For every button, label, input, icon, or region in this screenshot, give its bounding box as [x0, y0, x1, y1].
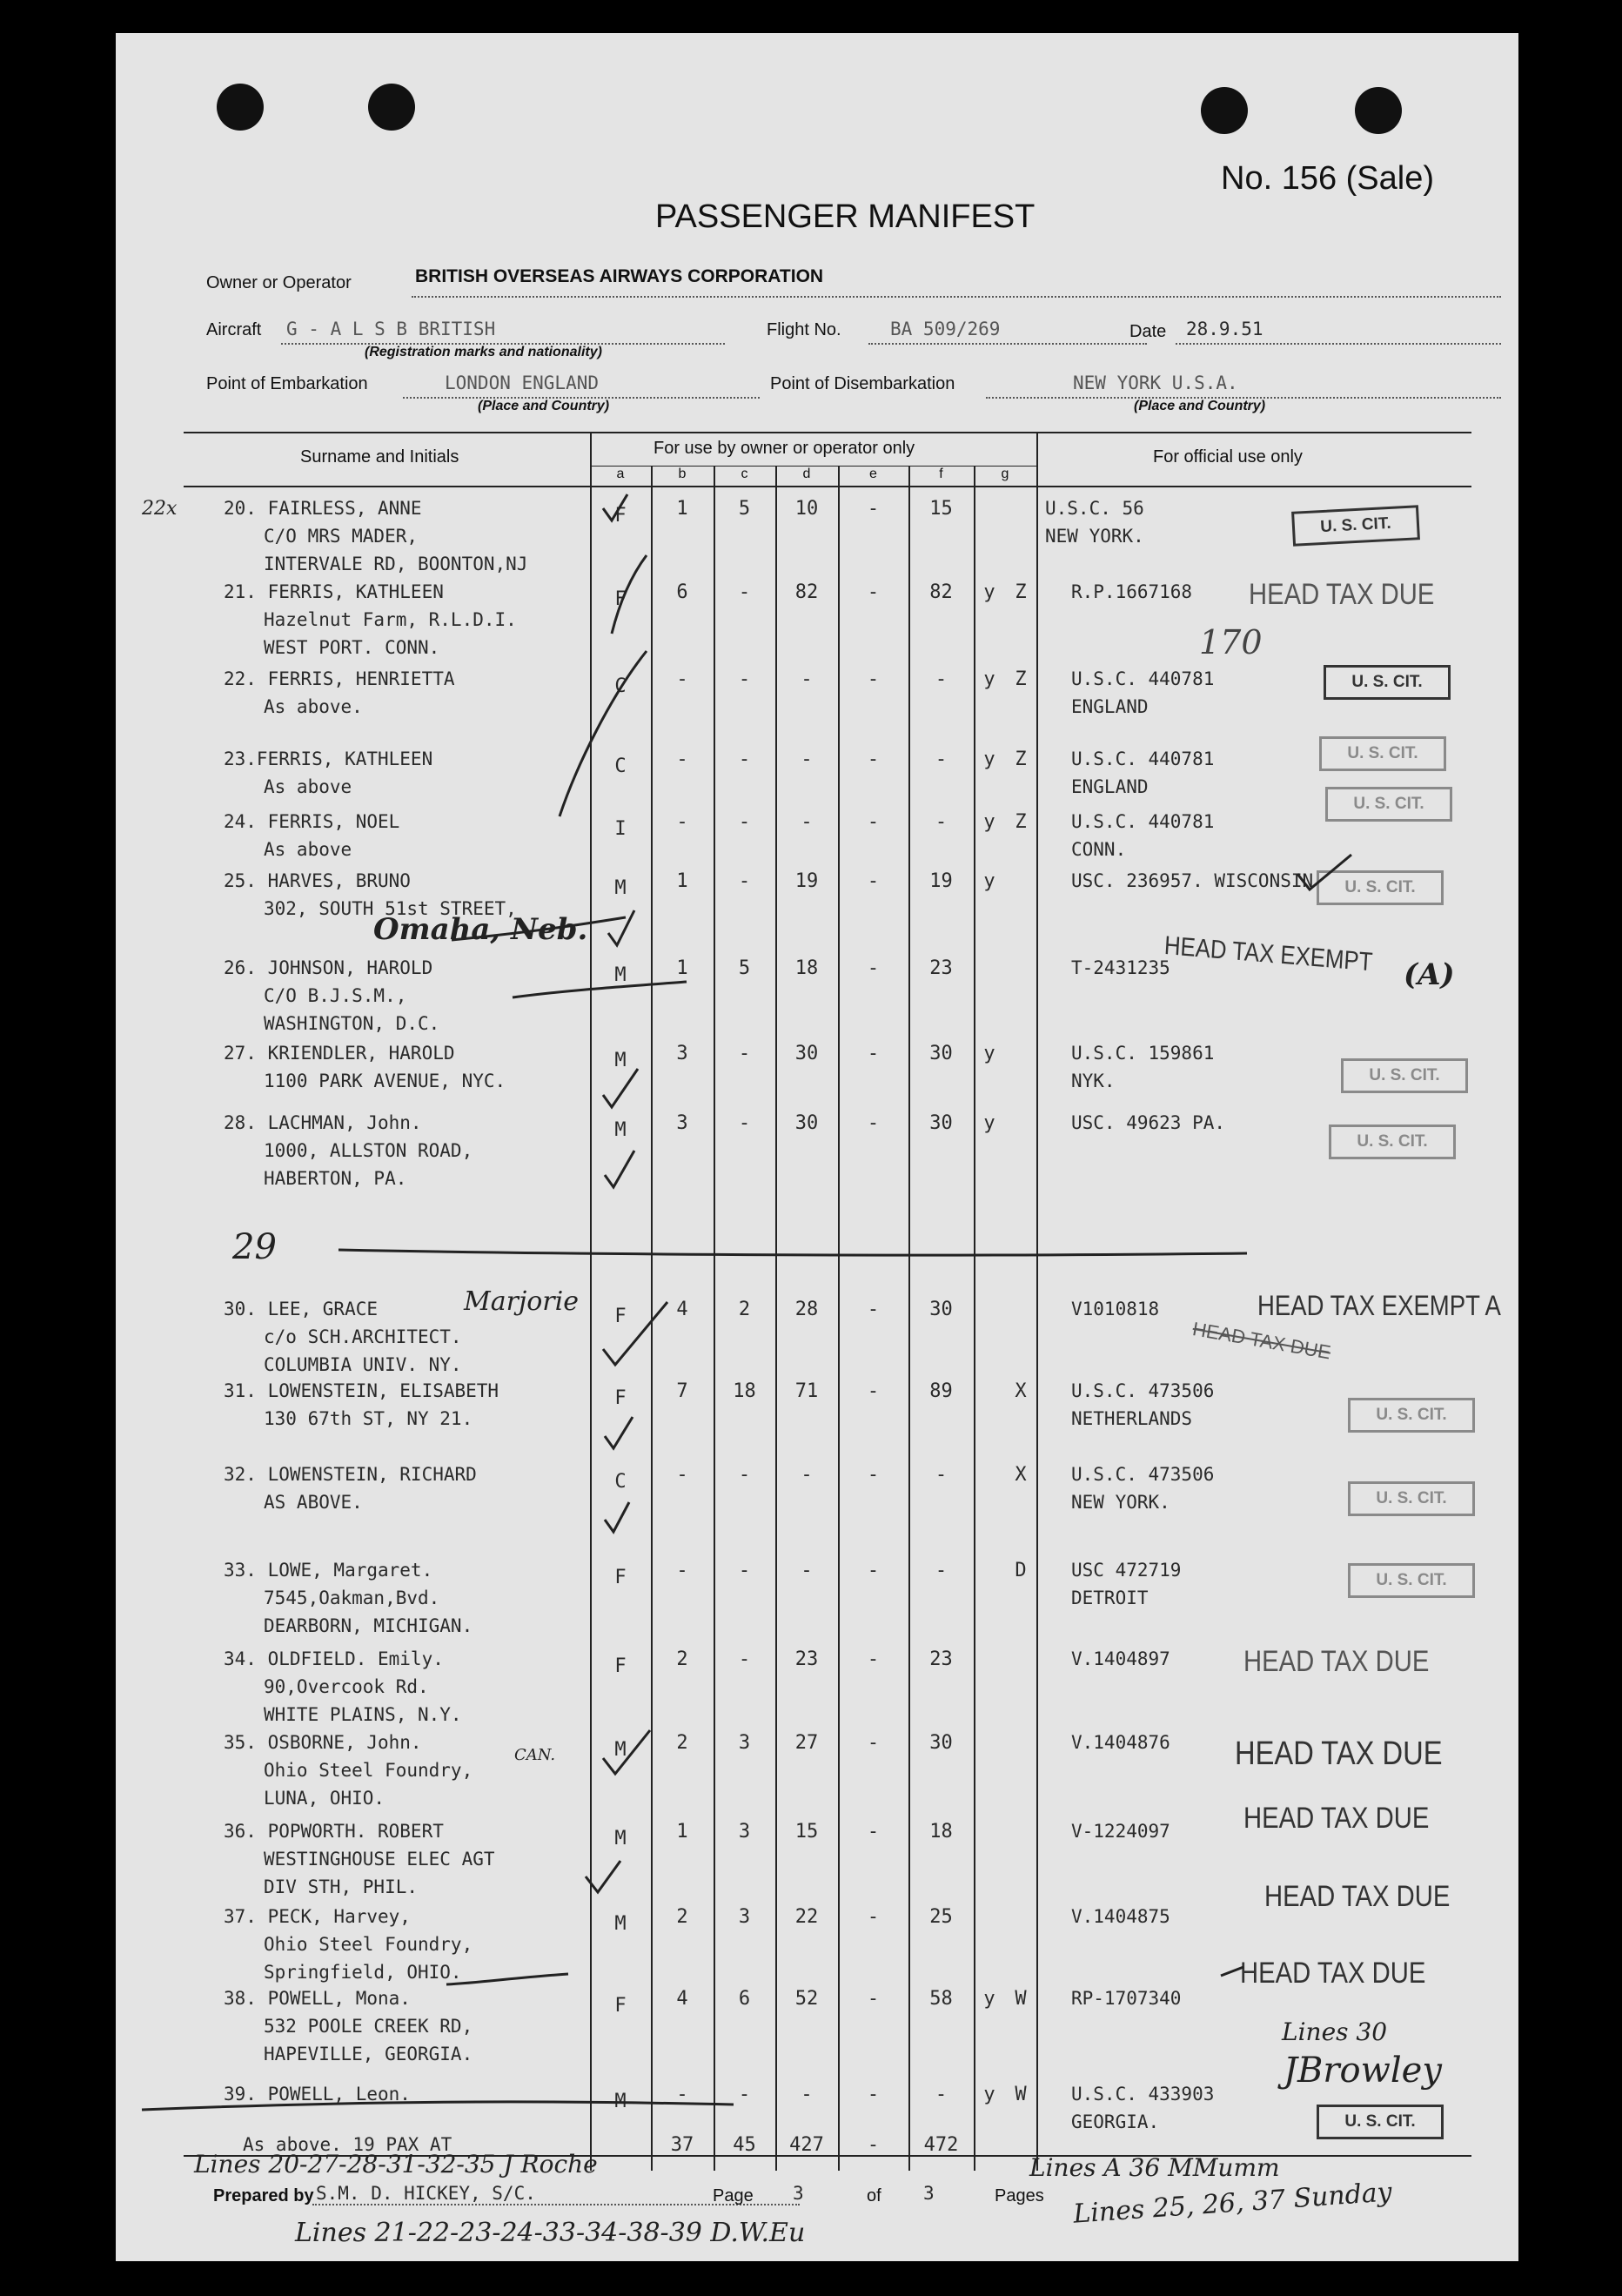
form-number: No. 156 (Sale)	[1221, 160, 1435, 197]
cell-c: 2	[738, 1299, 751, 1320]
official-entry: RP-1707340	[1071, 1988, 1182, 2009]
cell-g2: Z	[1015, 749, 1027, 770]
cell-b: 2	[676, 1906, 688, 1928]
cell-f: 30	[929, 1732, 953, 1754]
official-entry: U.S.C. 473506	[1071, 1380, 1215, 1401]
passenger-line: C/O B.J.S.M.,	[264, 985, 407, 1006]
cell-e: -	[867, 811, 880, 833]
cell-d: 82	[794, 581, 819, 603]
official-entry: V.1404897	[1071, 1648, 1170, 1669]
embarkation-note: (Place and Country)	[478, 399, 610, 413]
cell-e: -	[867, 1906, 880, 1928]
official-entry: T-2431235	[1071, 957, 1170, 978]
passenger-line: 1100 PARK AVENUE, NYC.	[264, 1071, 506, 1091]
head-tax-due-struck-stamp: HEAD TAX DUE	[1190, 1318, 1333, 1364]
owner-value: BRITISH OVERSEAS AIRWAYS CORPORATION	[415, 266, 824, 286]
passenger-line: DIV STH, PHIL.	[264, 1876, 419, 1897]
passenger-line: 36. POPWORTH. ROBERT	[224, 1821, 444, 1842]
passenger-line: 302, SOUTH 51st STREET,	[264, 898, 517, 919]
owner-label: Owner or Operator	[206, 273, 352, 292]
cell-a: M	[614, 2091, 627, 2112]
cell-f: -	[935, 749, 948, 770]
date-value: 28.9.51	[1186, 319, 1263, 339]
passenger-line: 26. JOHNSON, HAROLD	[224, 957, 433, 978]
cell-b: 1	[676, 498, 688, 520]
cell-b: 1	[676, 957, 688, 979]
passenger-line: INTERVALE RD, BOONTON,NJ	[264, 554, 528, 574]
cell-a: M	[614, 1050, 627, 1071]
disembarkation-label: Point of Disembarkation	[770, 374, 955, 393]
head-tax-due-stamp: HEAD TAX DUE	[1249, 578, 1435, 611]
cell-c: 18	[733, 1380, 756, 1402]
cell-d: -	[801, 749, 813, 770]
passenger-line: Ohio Steel Foundry,	[264, 1760, 473, 1781]
cell-g2: W	[1015, 1988, 1027, 2010]
passenger-line: Hazelnut Farm, R.L.D.I.	[264, 609, 517, 630]
cell-g2: D	[1015, 1560, 1027, 1581]
passenger-line: DEARBORN, MICHIGAN.	[264, 1615, 473, 1636]
column-header-d: d	[802, 467, 811, 481]
cell-b: 7	[676, 1380, 688, 1402]
cell-e: -	[867, 1112, 880, 1134]
cell-c: -	[738, 811, 751, 833]
pages-label: Pages	[995, 2186, 1044, 2205]
cell-g: y	[983, 870, 995, 892]
cell-f: -	[935, 1560, 948, 1581]
footer-initials-3: Lines A 36 MMumm	[1029, 2153, 1280, 2182]
cell-b: -	[676, 1560, 688, 1581]
us-cit-stamp: U. S. CIT.	[1291, 505, 1420, 547]
head-tax-due-stamp: HEAD TAX DUE	[1235, 1735, 1443, 1772]
cell-a: F	[614, 505, 627, 527]
cell-g: y	[983, 811, 995, 833]
page-label: Page	[713, 2186, 754, 2205]
cell-d: 19	[794, 870, 819, 892]
cell-b: -	[676, 668, 688, 690]
cell-a: M	[614, 1739, 627, 1761]
cell-f: 89	[929, 1380, 953, 1402]
cell-e: -	[867, 1043, 880, 1064]
cell-d: 30	[794, 1043, 819, 1064]
cell-d: 23	[794, 1648, 819, 1670]
cell-d: -	[801, 811, 813, 833]
official-entry: GEORGIA.	[1071, 2111, 1160, 2132]
cell-g: y	[983, 1043, 995, 1064]
passenger-line: 31. LOWENSTEIN, ELISABETH	[224, 1380, 499, 1401]
official-entry: U.S.C. 433903	[1071, 2084, 1215, 2105]
passenger-line: 1000, ALLSTON ROAD,	[264, 1140, 473, 1161]
passenger-line: Springfield, OHIO.	[264, 1962, 462, 1983]
cell-c: -	[738, 2084, 751, 2105]
official-entry: DETROIT	[1071, 1588, 1149, 1608]
cell-b: 6	[676, 581, 688, 603]
cell-c: -	[738, 749, 751, 770]
cell-a: C	[614, 1471, 627, 1493]
official-entry: U.S.C. 159861	[1071, 1043, 1215, 1064]
handwritten-29: 29	[232, 1227, 277, 1267]
handwritten-signature: JBrowley	[1284, 2051, 1442, 2091]
us-cit-stamp: U. S. CIT.	[1319, 736, 1446, 771]
cell-g2: X	[1015, 1464, 1027, 1486]
passenger-line: WESTINGHOUSE ELEC AGT	[264, 1849, 495, 1870]
cell-f: 18	[929, 1821, 953, 1843]
official-entry: NYK.	[1071, 1071, 1116, 1091]
passenger-line: LUNA, OHIO.	[264, 1788, 385, 1809]
passenger-line: C/O MRS MADER,	[264, 526, 419, 547]
cell-b: -	[676, 2084, 688, 2105]
passenger-line: As above.	[264, 696, 363, 717]
cell-e: -	[867, 1821, 880, 1843]
passenger-line: 532 POOLE CREEK RD,	[264, 2016, 473, 2037]
cell-e: -	[867, 749, 880, 770]
us-cit-stamp: U. S. CIT.	[1325, 787, 1452, 822]
official-entry: U.S.C. 473506	[1071, 1464, 1215, 1485]
embarkation-value: LONDON ENGLAND	[445, 373, 600, 393]
cell-e: -	[867, 1732, 880, 1754]
cell-g2: Z	[1015, 811, 1027, 833]
cell-c: 3	[738, 1732, 751, 1754]
handwritten-a: (A)	[1404, 957, 1455, 992]
total-b: 37	[670, 2134, 694, 2156]
passenger-line: WASHINGTON, D.C.	[264, 1013, 440, 1034]
official-entry: U.S.C. 56	[1045, 498, 1144, 519]
cell-g: y	[983, 581, 995, 603]
cell-e: -	[867, 957, 880, 979]
official-entry: NEW YORK.	[1071, 1492, 1170, 1513]
cell-a: M	[614, 877, 627, 899]
total-f: 472	[923, 2134, 959, 2156]
cell-c: -	[738, 1648, 751, 1670]
cell-f: -	[935, 668, 948, 690]
passenger-line: As above	[264, 839, 352, 860]
cell-b: -	[676, 1464, 688, 1486]
us-cit-stamp: U. S. CIT.	[1341, 1058, 1468, 1093]
cell-e: -	[867, 498, 880, 520]
passenger-line: 35. OSBORNE, John.	[224, 1732, 422, 1753]
cell-d: 27	[794, 1732, 819, 1754]
cell-e: -	[867, 1988, 880, 2010]
cell-c: -	[738, 1560, 751, 1581]
cell-c: 5	[738, 957, 751, 979]
us-cit-stamp: U. S. CIT.	[1329, 1125, 1456, 1159]
cell-g2: Z	[1015, 668, 1027, 690]
cell-e: -	[867, 870, 880, 892]
cell-c: -	[738, 870, 751, 892]
us-cit-stamp: U. S. CIT.	[1317, 2105, 1444, 2139]
cell-b: 1	[676, 870, 688, 892]
passenger-line: 25. HARVES, BRUNO	[224, 870, 411, 891]
official-entry: V-1224097	[1071, 1821, 1170, 1842]
official-entry: NEW YORK.	[1045, 526, 1144, 547]
cell-d: -	[801, 2084, 813, 2105]
passenger-line: Ohio Steel Foundry,	[264, 1934, 473, 1955]
cell-d: 28	[794, 1299, 819, 1320]
column-header-f: f	[939, 467, 943, 481]
cell-c: -	[738, 1043, 751, 1064]
cell-c: 6	[738, 1988, 751, 2010]
cell-a: M	[614, 1828, 627, 1850]
prepared-value: S.M. D. HICKEY, S/C.	[316, 2183, 536, 2204]
official-entry: NETHERLANDS	[1071, 1408, 1193, 1429]
check-marks	[116, 33, 1518, 2261]
page-number: 3	[793, 2183, 804, 2204]
handwritten-marjorie: Marjorie	[464, 1286, 579, 1317]
page-title: PASSENGER MANIFEST	[655, 198, 1036, 235]
margin-note: 22x	[142, 498, 178, 520]
passenger-line: 22. FERRIS, HENRIETTA	[224, 668, 455, 689]
passenger-line: 130 67th ST, NY 21.	[264, 1408, 473, 1429]
cell-c: -	[738, 668, 751, 690]
official-entry: U.S.C. 440781	[1071, 749, 1215, 769]
cell-f: 19	[929, 870, 953, 892]
totals-label: As above. 19 PAX AT	[243, 2134, 452, 2155]
handwritten-omaha: Omaha, Neb.	[373, 912, 588, 947]
cell-a: I	[614, 818, 627, 840]
cell-a: F	[614, 1655, 627, 1677]
cell-e: -	[867, 668, 880, 690]
head-tax-due-stamp: HEAD TAX DUE	[1243, 1802, 1430, 1835]
handwritten-170: 170	[1199, 623, 1263, 661]
cell-d: -	[801, 1560, 813, 1581]
manifest-sheet	[116, 33, 1518, 2261]
us-cit-stamp: U. S. CIT.	[1348, 1398, 1475, 1433]
cell-e: -	[867, 581, 880, 603]
us-cit-stamp: U. S. CIT.	[1324, 665, 1451, 700]
cell-d: 15	[794, 1821, 819, 1843]
head-tax-exempt-stamp: HEAD TAX EXEMPT	[1163, 931, 1374, 977]
passenger-line: 27. KRIENDLER, HAROLD	[224, 1043, 455, 1064]
total-e: -	[867, 2134, 880, 2156]
official-entry: USC. 49623 PA.	[1071, 1112, 1226, 1133]
passenger-line: 38. POWELL, Mona.	[224, 1988, 411, 2009]
official-entry: U.S.C. 440781	[1071, 668, 1215, 689]
column-header-b: b	[678, 467, 687, 481]
passenger-line: 21. FERRIS, KATHLEEN	[224, 581, 444, 602]
aircraft-note: (Registration marks and nationality)	[365, 345, 602, 359]
total-d: 427	[789, 2134, 824, 2156]
cell-e: -	[867, 1380, 880, 1402]
cell-b: 3	[676, 1043, 688, 1064]
cell-b: 4	[676, 1299, 688, 1320]
owner-use-header: For use by owner or operator only	[653, 439, 915, 458]
cell-b: 2	[676, 1648, 688, 1670]
cell-c: -	[738, 581, 751, 603]
passenger-line: 30. LEE, GRACE	[224, 1299, 379, 1319]
passenger-line: 34. OLDFIELD. Emily.	[224, 1648, 444, 1669]
cell-d: 71	[794, 1380, 819, 1402]
cell-d: -	[801, 668, 813, 690]
passenger-line: 23.FERRIS, KATHLEEN	[224, 749, 433, 769]
of-label: of	[867, 2186, 881, 2205]
passenger-line: c/o SCH.ARCHITECT.	[264, 1326, 462, 1347]
cell-f: 23	[929, 957, 953, 979]
us-cit-stamp: U. S. CIT.	[1317, 870, 1444, 905]
cell-g: y	[983, 1988, 995, 2010]
cell-d: -	[801, 1464, 813, 1486]
cell-b: 1	[676, 1821, 688, 1843]
cell-g: y	[983, 749, 995, 770]
column-header-c: c	[741, 467, 748, 481]
cell-g: y	[983, 668, 995, 690]
total-pages: 3	[923, 2183, 935, 2204]
cell-c: 3	[738, 1821, 751, 1843]
head-tax-due-stamp: HEAD TAX DUE	[1243, 1645, 1430, 1678]
passenger-line: 28. LACHMAN, John.	[224, 1112, 422, 1133]
passenger-line: WHITE PLAINS, N.Y.	[264, 1704, 462, 1725]
passenger-line: 37. PECK, Harvey,	[224, 1906, 411, 1927]
cell-d: 10	[794, 498, 819, 520]
us-cit-stamp: U. S. CIT.	[1348, 1481, 1475, 1516]
footer-initials-1: Lines 20-27-28-31-32-35 J Roche	[194, 2150, 598, 2179]
column-header-a: a	[616, 467, 625, 481]
cell-g2: Z	[1015, 581, 1027, 603]
cell-b: -	[676, 811, 688, 833]
cell-f: 23	[929, 1648, 953, 1670]
passenger-line: HABERTON, PA.	[264, 1168, 407, 1189]
cell-b: -	[676, 749, 688, 770]
official-entry: USC 472719	[1071, 1560, 1182, 1581]
cell-e: -	[867, 1648, 880, 1670]
cell-d: 30	[794, 1112, 819, 1134]
passenger-line: HAPEVILLE, GEORGIA.	[264, 2044, 473, 2064]
cell-g: y	[983, 1112, 995, 1134]
cell-a: F	[614, 1995, 627, 2017]
flight-value: BA 509/269	[890, 319, 1001, 339]
passenger-line: 39. POWELL, Leon.	[224, 2084, 411, 2105]
cell-a: M	[614, 1119, 627, 1141]
cell-e: -	[867, 1560, 880, 1581]
cell-a: F	[614, 1387, 627, 1409]
disembarkation-note: (Place and Country)	[1134, 399, 1266, 413]
cell-f: -	[935, 811, 948, 833]
head-tax-exempt-a-stamp: HEAD TAX EXEMPT A	[1257, 1290, 1501, 1321]
cell-a: C	[614, 755, 627, 777]
passenger-line: AS ABOVE.	[264, 1492, 363, 1513]
official-entry: ENGLAND	[1071, 696, 1149, 717]
official-entry: V1010818	[1071, 1299, 1160, 1319]
cell-f: -	[935, 1464, 948, 1486]
handwritten-lines30: Lines 30	[1282, 2017, 1388, 2046]
column-header-e: e	[869, 467, 877, 481]
us-cit-stamp: U. S. CIT.	[1348, 1563, 1475, 1598]
cell-d: 22	[794, 1906, 819, 1928]
total-c: 45	[733, 2134, 756, 2156]
official-entry: V.1404876	[1071, 1732, 1170, 1753]
footer-initials-4: Lines 25, 26, 37 Sunday	[1072, 2177, 1393, 2230]
cell-f: 15	[929, 498, 953, 520]
cell-a: M	[614, 1913, 627, 1935]
disembarkation-value: NEW YORK U.S.A.	[1073, 373, 1238, 393]
cell-d: 18	[794, 957, 819, 979]
cell-g2: X	[1015, 1380, 1027, 1402]
cell-c: 5	[738, 498, 751, 520]
cell-g: y	[983, 2084, 995, 2105]
cell-c: 3	[738, 1906, 751, 1928]
head-tax-due-stamp: HEAD TAX DUE	[1240, 1957, 1426, 1990]
surname-header: Surname and Initials	[300, 447, 459, 467]
cell-a: C	[614, 675, 627, 697]
cell-e: -	[867, 2084, 880, 2105]
passenger-line: 24. FERRIS, NOEL	[224, 811, 400, 832]
cell-c: -	[738, 1112, 751, 1134]
cell-f: 82	[929, 581, 953, 603]
passenger-line: WEST PORT. CONN.	[264, 637, 440, 658]
cell-g2: W	[1015, 2084, 1027, 2105]
cell-f: 25	[929, 1906, 953, 1928]
official-entry: R.P.1667168	[1071, 581, 1193, 602]
passenger-line: COLUMBIA UNIV. NY.	[264, 1354, 462, 1375]
official-entry: U.S.C. 440781	[1071, 811, 1215, 832]
aircraft-label: Aircraft	[206, 320, 262, 339]
cell-a: F	[614, 1567, 627, 1588]
cell-f: 58	[929, 1988, 953, 2010]
cell-d: 52	[794, 1988, 819, 2010]
passenger-line: 7545,Oakman,Bvd.	[264, 1588, 440, 1608]
cell-e: -	[867, 1464, 880, 1486]
cell-f: 30	[929, 1112, 953, 1134]
head-tax-due-stamp: HEAD TAX DUE	[1264, 1880, 1451, 1913]
official-entry: USC. 236957. WISCONSIN	[1071, 870, 1314, 891]
cell-b: 4	[676, 1988, 688, 2010]
flight-label: Flight No.	[767, 320, 841, 339]
cell-f: 30	[929, 1043, 953, 1064]
date-label: Date	[1129, 322, 1167, 341]
cell-b: 3	[676, 1112, 688, 1134]
footer-initials-2: Lines 21-22-23-24-33-34-38-39 D.W.Eu	[295, 2218, 806, 2248]
cell-c: -	[738, 1464, 751, 1486]
passenger-line: 33. LOWE, Margaret.	[224, 1560, 433, 1581]
cell-f: -	[935, 2084, 948, 2105]
passenger-line: 20. FAIRLESS, ANNE	[224, 498, 422, 519]
cell-e: -	[867, 1299, 880, 1320]
cell-a: M	[614, 964, 627, 986]
cell-b: 2	[676, 1732, 688, 1754]
official-entry: V.1404875	[1071, 1906, 1170, 1927]
official-use-header: For official use only	[1153, 447, 1303, 467]
aircraft-value: G - A L S B BRITISH	[286, 319, 496, 339]
cell-a: F	[614, 1306, 627, 1327]
cell-f: 30	[929, 1299, 953, 1320]
embarkation-label: Point of Embarkation	[206, 374, 368, 393]
official-entry: ENGLAND	[1071, 776, 1149, 797]
passenger-line: 90,Overcook Rd.	[264, 1676, 429, 1697]
prepared-label: Prepared by	[213, 2186, 314, 2205]
official-entry: CONN.	[1071, 839, 1127, 860]
column-header-g: g	[1001, 467, 1009, 481]
cell-a: F	[614, 588, 627, 610]
passenger-line: 32. LOWENSTEIN, RICHARD	[224, 1464, 477, 1485]
passenger-line: As above	[264, 776, 352, 797]
handwritten-can: CAN.	[514, 1746, 556, 1764]
